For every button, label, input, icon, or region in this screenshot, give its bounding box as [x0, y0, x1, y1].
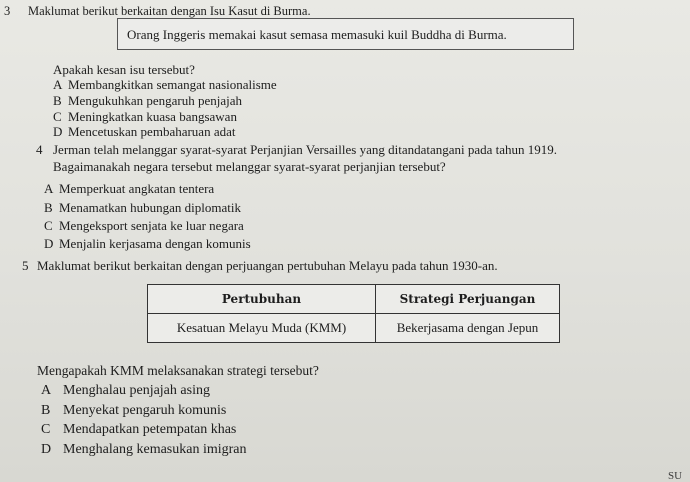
table-row — [148, 314, 560, 343]
question-4-option-d[interactable] — [44, 237, 251, 250]
option-label: C — [53, 109, 62, 124]
question-4-number: 4 — [36, 142, 43, 157]
option-text: Menghalau penjajah asing — [63, 383, 210, 398]
question-3-stem-text: Maklumat berikut berkaitan dengan Isu Kasut di Burma. — [28, 4, 311, 18]
option-text: Mencetuskan pembaharuan adat — [68, 124, 236, 139]
question-3-option-a[interactable] — [53, 78, 277, 91]
option-text: Menjalin kerjasama dengan komunis — [59, 236, 251, 251]
question-5-option-a[interactable] — [41, 384, 210, 398]
option-text: Menamatkan hubungan diplomatik — [59, 200, 241, 215]
option-label: D — [41, 442, 52, 457]
question-5-option-c[interactable] — [41, 423, 236, 437]
question-5-stem-text: Maklumat berikut berkaitan dengan perjuangan pertubuhan Melayu pada tahun 1930-an. — [37, 258, 498, 273]
question-3-stem — [4, 5, 311, 18]
question-5-table — [147, 284, 560, 343]
question-3-number: 3 — [4, 4, 11, 18]
option-text: Mengeksport senjata ke luar negara — [59, 218, 244, 233]
table-cell-pertubuhan: Kesatuan Melayu Muda (KMM) — [148, 314, 376, 343]
option-label: A — [53, 77, 63, 92]
question-4-option-b[interactable] — [44, 201, 241, 214]
page-corner-mark: SU — [668, 470, 683, 482]
option-text: Menyekat pengaruh komunis — [63, 403, 227, 418]
option-text: Membangkitkan semangat nasionalisme — [68, 77, 277, 92]
table-cell-strategi: Bekerjasama dengan Jepun — [376, 314, 560, 343]
question-5-ask: Mengapakah KMM melaksanakan strategi tersebut? — [37, 363, 319, 378]
option-label: D — [44, 236, 54, 251]
question-3-ask: Apakah kesan isu tersebut? — [53, 62, 195, 77]
question-3-option-c[interactable] — [53, 110, 237, 123]
option-label: B — [41, 403, 51, 418]
question-5-option-d[interactable] — [41, 443, 247, 457]
option-label: D — [53, 124, 63, 139]
option-label: C — [41, 422, 51, 437]
question-5-number: 5 — [22, 258, 29, 273]
question-4-stem — [36, 143, 557, 156]
table-header-pertubuhan: Pertubuhan — [148, 285, 376, 314]
question-3-option-b[interactable] — [53, 94, 242, 107]
question-5-stem — [22, 259, 498, 272]
question-3-option-d[interactable] — [53, 125, 235, 138]
option-label: B — [44, 200, 53, 215]
question-4-option-a[interactable] — [44, 182, 214, 195]
table-header-row — [148, 285, 560, 314]
option-label: C — [44, 218, 53, 233]
question-3-quote-box — [117, 18, 574, 50]
option-text: Memperkuat angkatan tentera — [59, 181, 215, 196]
option-label: A — [44, 181, 54, 196]
question-3-quote: Orang Inggeris memakai kasut semasa memasuki kuil Buddha di Burma. — [127, 27, 507, 42]
question-4-option-c[interactable] — [44, 219, 244, 232]
option-text: Menghalang kemasukan imigran — [63, 442, 247, 457]
question-5-option-b[interactable] — [41, 404, 226, 418]
option-label: B — [53, 93, 62, 108]
option-text: Mendapatkan petempatan khas — [63, 422, 237, 437]
option-label: A — [41, 383, 52, 398]
table-header-strategi: Strategi Perjuangan — [376, 285, 560, 314]
option-text: Mengukuhkan pengaruh penjajah — [68, 93, 243, 108]
question-4-ask: Bagaimanakah negara tersebut melanggar syarat-syarat perjanjian tersebut? — [53, 159, 446, 174]
option-text: Meningkatkan kuasa bangsawan — [68, 109, 237, 124]
question-4-stem-text: Jerman telah melanggar syarat-syarat Perjanjian Versailles yang ditandatangani pada tahun 1919. — [53, 142, 558, 157]
